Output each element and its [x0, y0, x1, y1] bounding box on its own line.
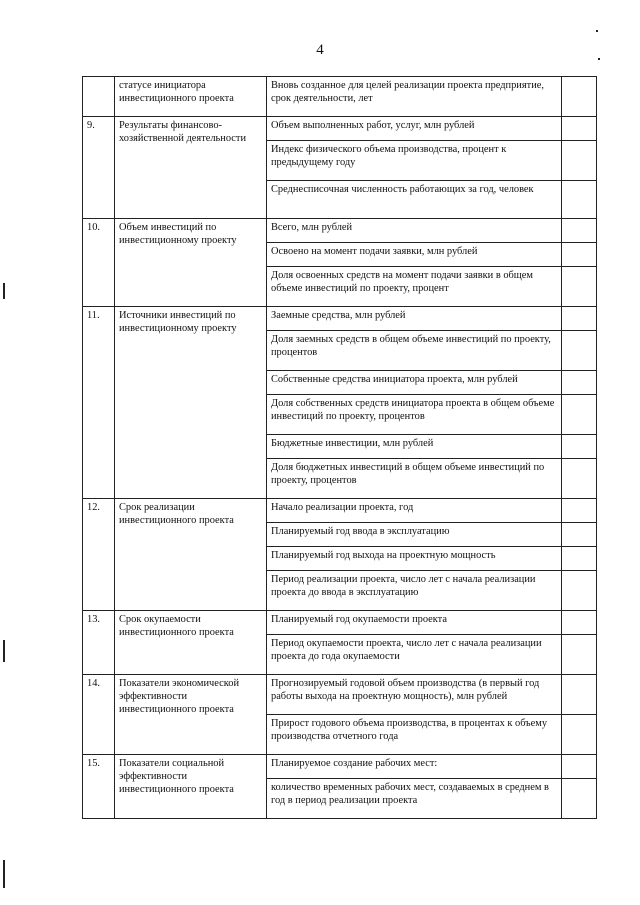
indicator-description: Прогнозируемый годовой объем производства (в первый год работы выхода на проектную мощность), млн рублей	[267, 675, 562, 715]
value-cell[interactable]	[562, 117, 597, 141]
indicator-description: Заемные средства, млн рублей	[267, 307, 562, 331]
value-cell[interactable]	[562, 267, 597, 307]
value-cell[interactable]	[562, 675, 597, 715]
indicator-name: Показатели экономической эффективности инвестиционного проекта	[115, 675, 267, 755]
row-number: 13.	[83, 611, 115, 675]
indicator-name: Источники инвестиций по инвестиционному проекту	[115, 307, 267, 499]
value-cell[interactable]	[562, 243, 597, 267]
indicator-name: Результаты финансово-хозяйственной деятельности	[115, 117, 267, 219]
row-number: 9.	[83, 117, 115, 219]
row-number	[83, 77, 115, 117]
table-row	[83, 307, 597, 331]
value-cell[interactable]	[562, 181, 597, 219]
row-number: 12.	[83, 499, 115, 611]
table-row	[83, 755, 597, 779]
value-cell[interactable]	[562, 779, 597, 819]
indicator-description: Доля собственных средств инициатора проекта в общем объеме инвестиций по проекту, процентов	[267, 395, 562, 435]
value-cell[interactable]	[562, 141, 597, 181]
value-cell[interactable]	[562, 635, 597, 675]
value-cell[interactable]	[562, 547, 597, 571]
indicator-description: Бюджетные инвестиции, млн рублей	[267, 435, 562, 459]
table-row	[83, 611, 597, 635]
value-cell[interactable]	[562, 307, 597, 331]
table-row	[83, 117, 597, 141]
value-cell[interactable]	[562, 459, 597, 499]
value-cell[interactable]	[562, 331, 597, 371]
indicator-description: Прирост годового объема производства, в процентах к объему производства отчетного года	[267, 715, 562, 755]
indicator-name: Показатели социальной эффективности инвестиционного проекта	[115, 755, 267, 819]
value-cell[interactable]	[562, 523, 597, 547]
indicator-description: Освоено на момент подачи заявки, млн рублей	[267, 243, 562, 267]
value-cell[interactable]	[562, 715, 597, 755]
scan-mark	[598, 58, 600, 60]
scan-mark	[3, 860, 5, 888]
indicator-description: Планируемый год выхода на проектную мощность	[267, 547, 562, 571]
indicator-description: Среднесписочная численность работающих за год, человек	[267, 181, 562, 219]
value-cell[interactable]	[562, 395, 597, 435]
indicator-description: Всего, млн рублей	[267, 219, 562, 243]
indicator-description: Объем выполненных работ, услуг, млн рублей	[267, 117, 562, 141]
table-row	[83, 77, 597, 117]
value-cell[interactable]	[562, 77, 597, 117]
indicator-description: Начало реализации проекта, год	[267, 499, 562, 523]
indicator-description: Планируемое создание рабочих мест:	[267, 755, 562, 779]
indicator-description: Собственные средства инициатора проекта, млн рублей	[267, 371, 562, 395]
indicator-description: количество временных рабочих мест, создаваемых в среднем в год в период реализации проекта	[267, 779, 562, 819]
value-cell[interactable]	[562, 571, 597, 611]
indicator-name: Срок реализации инвестиционного проекта	[115, 499, 267, 611]
row-number: 15.	[83, 755, 115, 819]
indicator-description: Вновь созданное для целей реализации проекта предприятие, срок деятельности, лет	[267, 77, 562, 117]
row-number: 10.	[83, 219, 115, 307]
indicator-description: Период окупаемости проекта, число лет с начала реализации проекта до года окупаемости	[267, 635, 562, 675]
indicator-name: Объем инвестиций по инвестиционному проекту	[115, 219, 267, 307]
value-cell[interactable]	[562, 611, 597, 635]
page-number: 4	[316, 42, 324, 58]
indicator-description: Доля бюджетных инвестиций в общем объеме инвестиций по проекту, процентов	[267, 459, 562, 499]
value-cell[interactable]	[562, 371, 597, 395]
indicator-description: Индекс физического объема производства, процент к предыдущему году	[267, 141, 562, 181]
indicator-description: Планируемый год окупаемости проекта	[267, 611, 562, 635]
indicator-name: Срок окупаемости инвестиционного проекта	[115, 611, 267, 675]
indicator-description: Доля заемных средств в общем объеме инвестиций по проекту, процентов	[267, 331, 562, 371]
indicator-description: Доля освоенных средств на момент подачи заявки в общем объеме инвестиций по проекту, процент	[267, 267, 562, 307]
application-form-table	[82, 76, 597, 819]
scan-mark	[3, 640, 5, 662]
scan-mark	[596, 30, 598, 32]
value-cell[interactable]	[562, 435, 597, 459]
indicator-description: Планируемый год ввода в эксплуатацию	[267, 523, 562, 547]
table-row	[83, 219, 597, 243]
row-number: 14.	[83, 675, 115, 755]
value-cell[interactable]	[562, 499, 597, 523]
table-row	[83, 675, 597, 715]
scan-mark	[3, 283, 5, 299]
value-cell[interactable]	[562, 755, 597, 779]
value-cell[interactable]	[562, 219, 597, 243]
indicator-description: Период реализации проекта, число лет с начала реализации проекта до ввода в эксплуатацию	[267, 571, 562, 611]
indicator-name: статусе инициатора инвестиционного проекта	[115, 77, 267, 117]
row-number: 11.	[83, 307, 115, 499]
table-row	[83, 499, 597, 523]
